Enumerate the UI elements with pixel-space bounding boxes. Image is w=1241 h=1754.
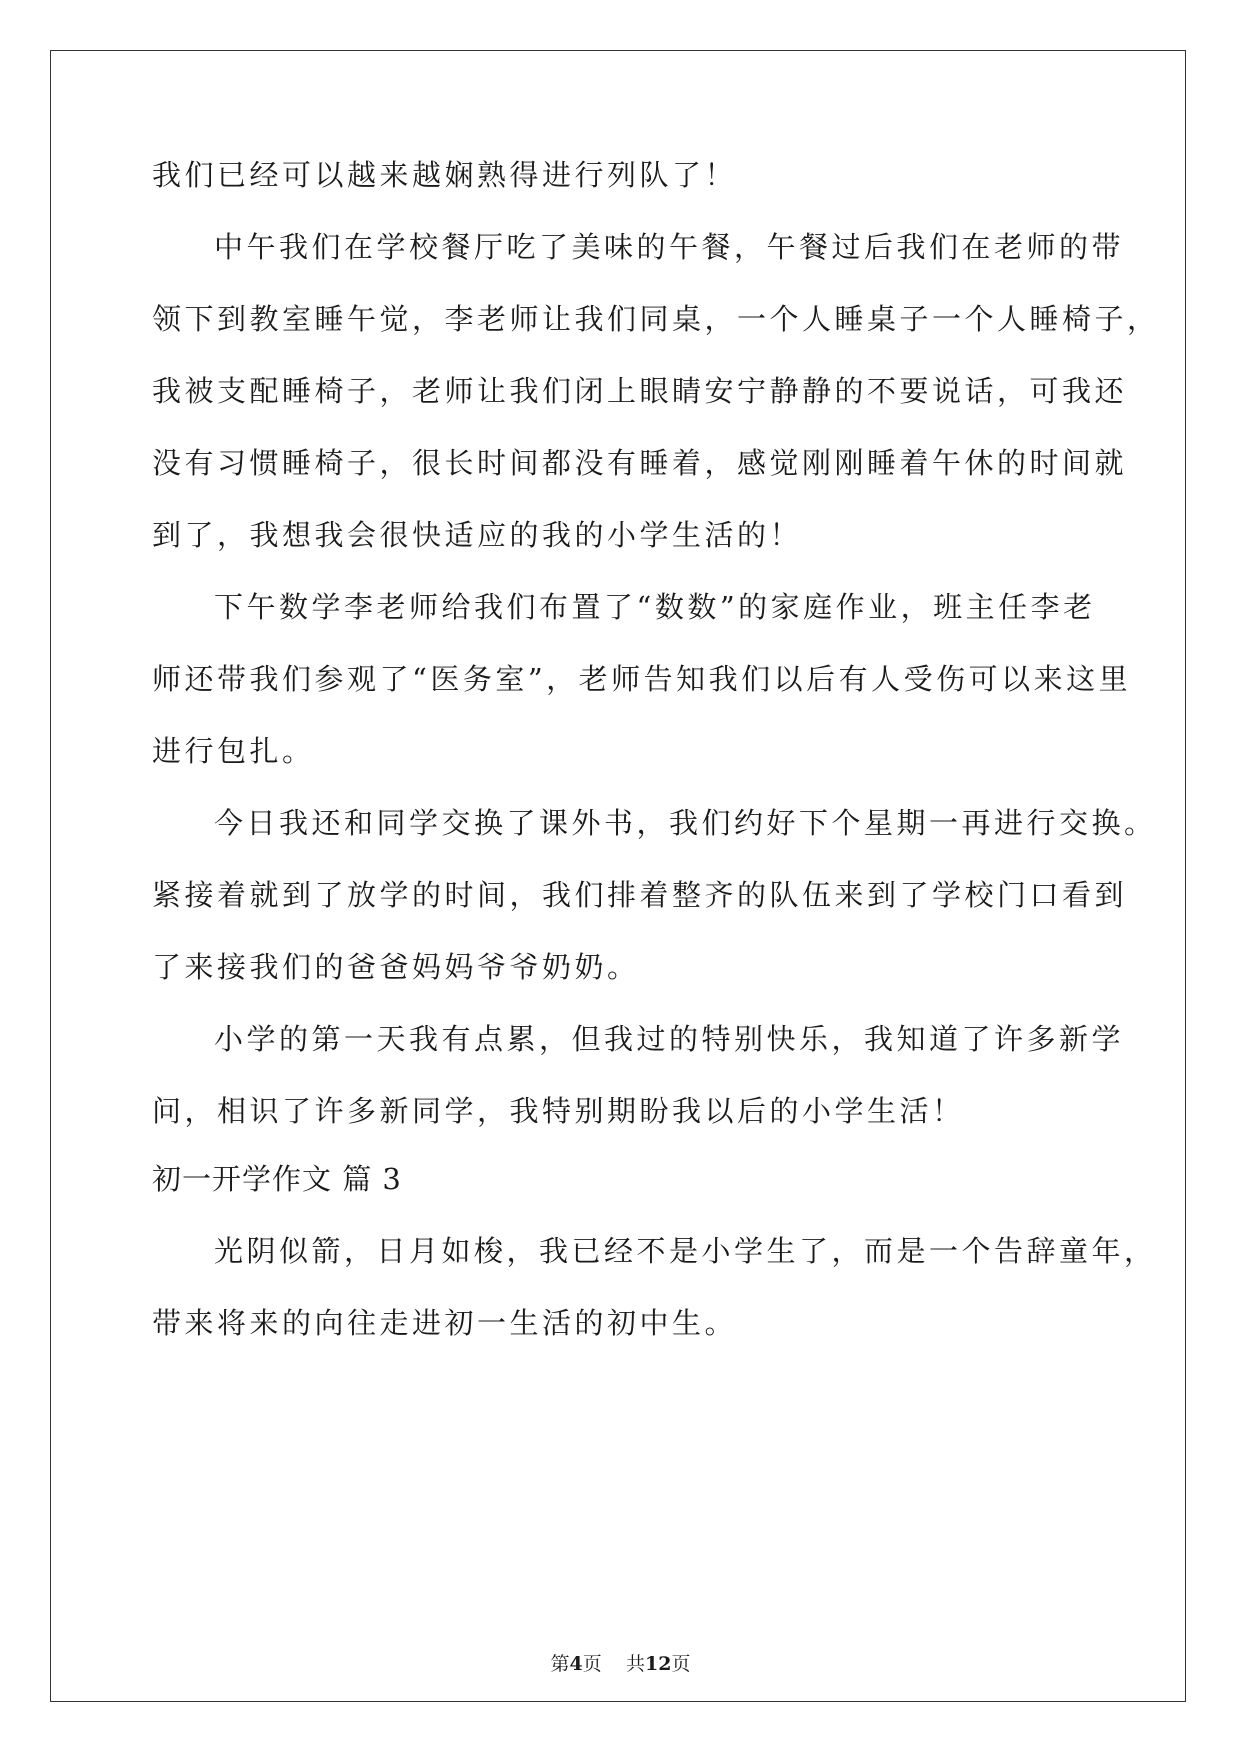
text-line: 我们已经可以越来越娴熟得进行列队了！	[152, 158, 738, 192]
text-line: 带来将来的向往走进初一生活的初中生。	[152, 1306, 738, 1340]
text-line: 中午我们在学校餐厅吃了美味的午餐，午餐过后我们在老师的带	[214, 230, 1125, 264]
text-line: 下午数学李老师给我们布置了“数数”的家庭作业，班主任李老	[214, 590, 1096, 624]
text-line: 光阴似箭，日月如梭，我已经不是小学生了，而是一个告辞童年，	[214, 1234, 1157, 1268]
total-prefix: 共	[625, 1653, 645, 1675]
text-line: 进行包扎。	[152, 734, 315, 768]
text-line: 师还带我们参观了“医务室”，老师告知我们以后有人受伤可以来这里	[152, 662, 1132, 696]
text-line: 了来接我们的爸爸妈妈爷爷奶奶。	[152, 950, 640, 984]
text-line: 小学的第一天我有点累，但我过的特别快乐，我知道了许多新学	[214, 1022, 1125, 1056]
text-line: 领下到教室睡午觉，李老师让我们同桌，一个人睡桌子一个人睡椅子，	[152, 302, 1160, 336]
total-unit: 页	[671, 1653, 691, 1675]
text-line: 我被支配睡椅子，老师让我们闭上眼睛安宁静静的不要说话，可我还	[152, 374, 1128, 408]
page-prefix: 第	[550, 1653, 570, 1675]
page-unit: 页	[582, 1653, 602, 1675]
text-line: 今日我还和同学交换了课外书，我们约好下个星期一再进行交换。	[214, 806, 1157, 840]
page-number: 4	[569, 1653, 583, 1675]
text-line: 没有习惯睡椅子，很长时间都没有睡着，感觉刚刚睡着午休的时间就	[152, 446, 1128, 480]
text-line: 紧接着就到了放学的时间，我们排着整齐的队伍来到了学校门口看到	[152, 878, 1128, 912]
total-pages: 12	[644, 1653, 672, 1675]
page-footer	[0, 1652, 1241, 1676]
section-heading: 初一开学作文 篇 3	[152, 1162, 402, 1196]
page-border	[50, 50, 1186, 1702]
text-line: 到了，我想我会很快适应的我的小学生活的！	[152, 518, 803, 552]
text-line: 问，相识了许多新同学，我特别期盼我以后的小学生活！	[152, 1094, 965, 1128]
